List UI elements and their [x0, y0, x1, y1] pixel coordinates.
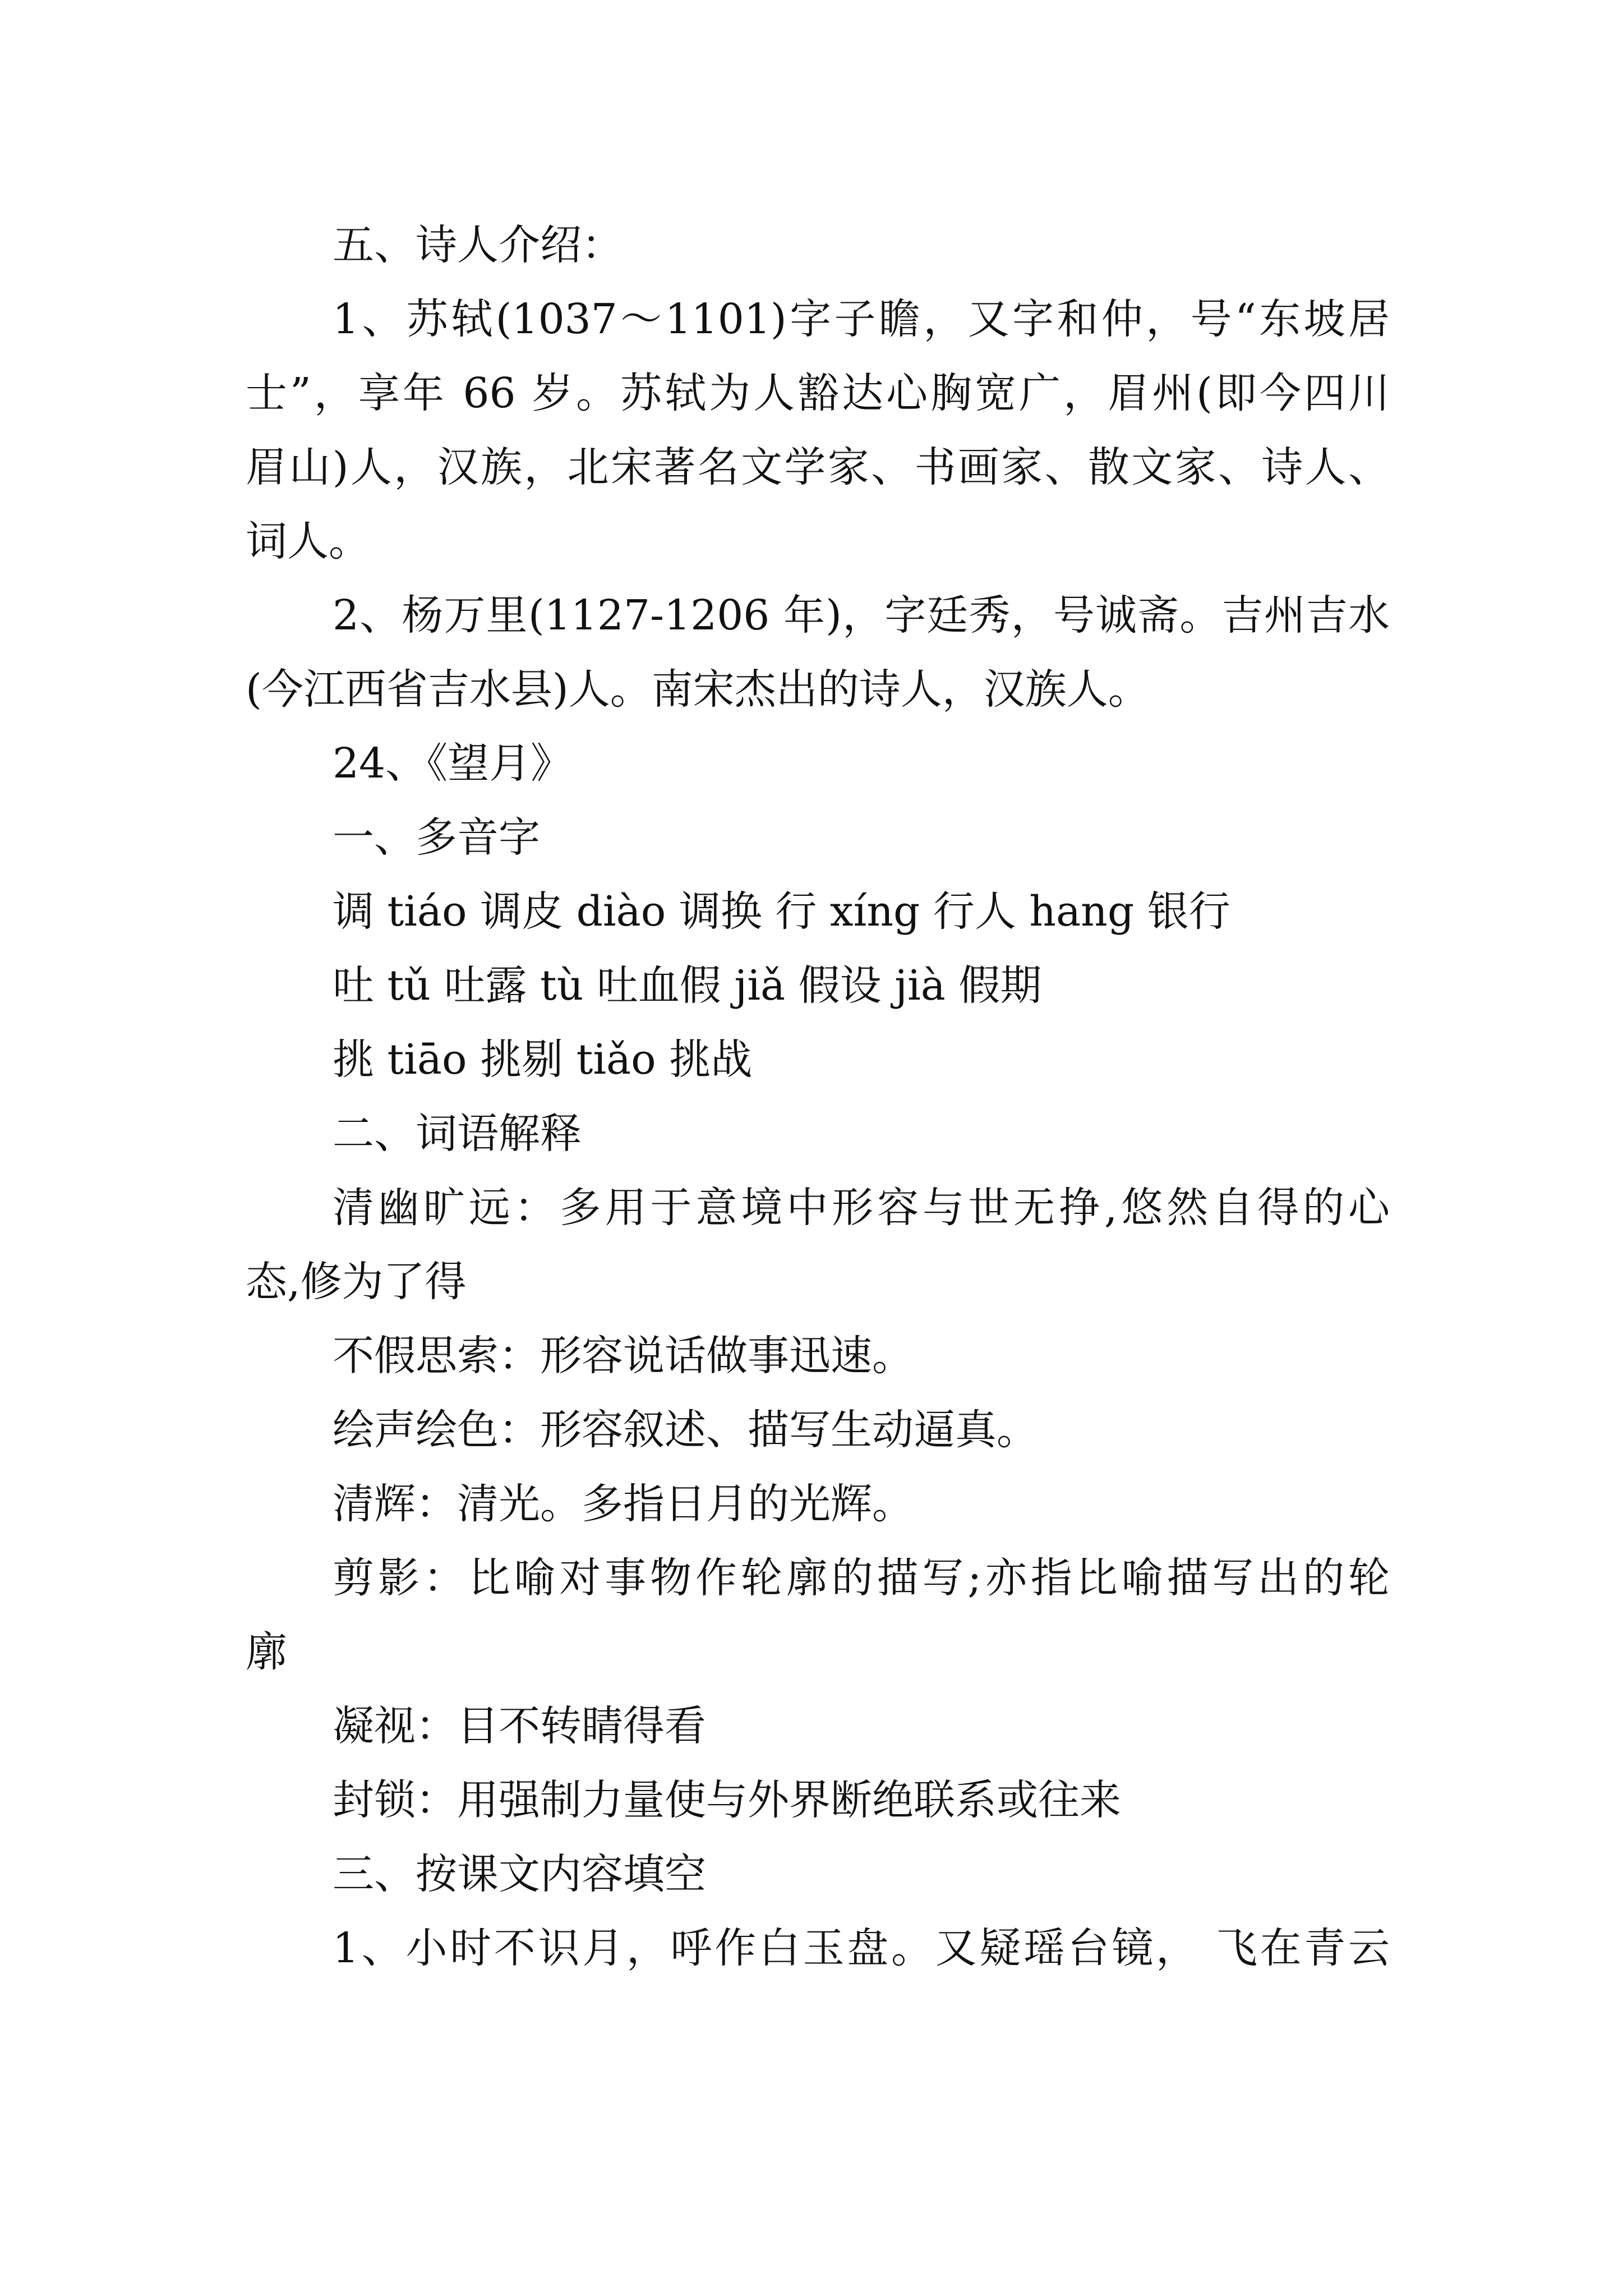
definition-line: 态,修为了得 — [246, 1258, 467, 1306]
paragraph-line: 士”，享年 66 岁。苏轼为人豁达心胸宽广，眉州(即今四川 — [246, 369, 1390, 417]
document-page — [246, 0, 1390, 2296]
section-heading-poet-intro: 五、诗人介绍： — [333, 221, 623, 269]
definition-line: 凝视：目不转睛得看 — [333, 1702, 706, 1750]
polyphone-line: 吐 tǔ 吐露 tù 吐血假 jiǎ 假设 jià 假期 — [333, 961, 1042, 1010]
section-heading-fill-in: 三、按课文内容填空 — [333, 1850, 706, 1898]
paragraph-line: 1、苏轼(1037～1101)字子瞻，又字和仲，号“东坡居 — [333, 295, 1390, 343]
definition-line: 不假思索：形容说话做事迅速。 — [333, 1332, 914, 1380]
paragraph-line: (今江西省吉水县)人。南宋杰出的诗人，汉族人。 — [246, 665, 1150, 714]
definition-line: 清幽旷远：多用于意境中形容与世无挣,悠然自得的心 — [333, 1184, 1390, 1232]
fill-in-line: 1、小时不识月，呼作白玉盘。又疑瑶台镜， 飞在青云 — [333, 1924, 1390, 1972]
definition-line: 廓 — [246, 1628, 287, 1676]
section-heading-vocabulary: 二、词语解释 — [333, 1110, 582, 1158]
definition-line: 清辉：清光。多指日月的光辉。 — [333, 1480, 914, 1528]
section-heading-polyphones: 一、多音字 — [333, 813, 540, 862]
paragraph-line: 2、杨万里(1127-1206 年)，字廷秀，号诚斋。吉州吉水 — [333, 591, 1390, 639]
definition-line: 剪影：比喻对事物作轮廓的描写;亦指比喻描写出的轮 — [333, 1554, 1390, 1602]
definition-line: 封锁：用强制力量使与外界断绝联系或往来 — [333, 1776, 1121, 1824]
definition-line: 绘声绘色：形容叙述、描写生动逼真。 — [333, 1406, 1038, 1454]
polyphone-line: 调 tiáo 调皮 diào 调换 行 xíng 行人 hang 银行 — [333, 887, 1230, 936]
paragraph-line: 眉山)人，汉族，北宋著名文学家、书画家、散文家、诗人、 — [246, 443, 1390, 491]
paragraph-line: 词人。 — [246, 517, 370, 565]
polyphone-line: 挑 tiāo 挑剔 tiǎo 挑战 — [333, 1036, 753, 1084]
lesson-title: 24、《望月》 — [333, 739, 573, 788]
